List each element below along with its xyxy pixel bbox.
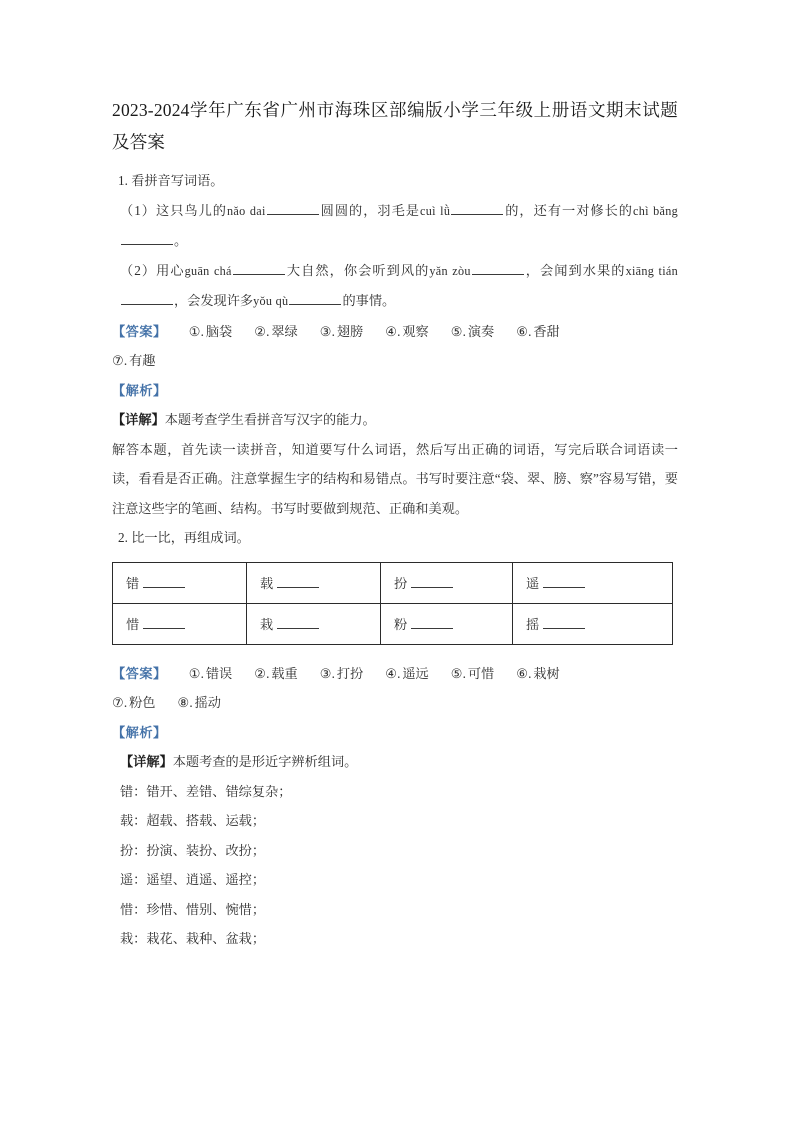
cell-blank[interactable] xyxy=(411,617,453,629)
pinyin-you-qu: yǒu qù xyxy=(253,294,289,308)
cell-blank[interactable] xyxy=(277,617,319,629)
sub-text-3: ，会闻到水果的 xyxy=(524,262,626,278)
detail-text: 本题考查的是形近字辨析组词。 xyxy=(172,754,358,769)
cell-char: 粉 xyxy=(394,617,408,632)
cell-blank[interactable] xyxy=(411,576,453,588)
cell-char: 惜 xyxy=(126,617,140,632)
table-cell[interactable] xyxy=(247,562,381,603)
answer-index: ⑧. xyxy=(177,695,193,710)
answer-blank[interactable] xyxy=(121,233,173,245)
cell-char: 扮 xyxy=(394,576,408,591)
page-title: 2023-2024学年广东省广州市海珠区部编版小学三年级上册语文期末试题及答案 xyxy=(112,100,678,152)
answer-index: ⑥. xyxy=(516,665,532,681)
pinyin-chi-bang: chì bǎng xyxy=(633,203,679,218)
sub-text-3: 的，还有一对修长的 xyxy=(504,202,633,218)
table-cell[interactable] xyxy=(513,603,673,644)
table-row xyxy=(113,603,673,644)
answer-text: 翠绿 xyxy=(271,323,298,339)
answer-text: 错误 xyxy=(205,665,233,681)
table-cell[interactable] xyxy=(513,562,673,603)
answer-item xyxy=(451,659,495,689)
question-1-stem-text: 看拼音写词语。 xyxy=(131,173,224,188)
answer-text: 演奏 xyxy=(467,323,495,339)
detail-text: 本题考查学生看拼音写汉字的能力。 xyxy=(164,412,376,427)
answer-item xyxy=(451,317,495,347)
cell-blank[interactable] xyxy=(143,617,185,629)
pinyin-nao-dai: nǎo dai xyxy=(226,203,266,218)
cell-char: 摇 xyxy=(526,617,540,632)
sub-text-5: 的事情。 xyxy=(342,293,396,308)
answer-item xyxy=(320,317,364,347)
question-1-answer-row-2 xyxy=(112,346,678,376)
answer-text: 翅膀 xyxy=(336,323,364,339)
pinyin-yan-zou: yǎn zòu xyxy=(429,263,471,278)
answer-item xyxy=(516,317,560,347)
pinyin-guan-cha: guān chá xyxy=(184,263,232,278)
answer-index: ⑦. xyxy=(112,695,128,710)
question-1-stem xyxy=(112,166,678,196)
pinyin-xiang-tian: xiāng tián xyxy=(625,263,679,278)
cell-blank[interactable] xyxy=(543,617,585,629)
answer-index: ⑥. xyxy=(516,323,532,339)
answer-item xyxy=(112,688,156,718)
answer-index: ③. xyxy=(319,665,335,681)
question-2-detail xyxy=(112,747,678,777)
answer-item xyxy=(385,659,429,689)
cell-char: 错 xyxy=(126,576,140,591)
answer-index: ⑤. xyxy=(450,323,466,339)
answer-label: 【答案】 xyxy=(112,323,167,339)
analysis-label: 【解析】 xyxy=(112,382,167,398)
compare-characters-table xyxy=(112,562,673,645)
table-cell[interactable] xyxy=(247,603,381,644)
answer-text: 载重 xyxy=(271,665,298,681)
answer-item xyxy=(254,317,298,347)
answer-item xyxy=(112,346,156,376)
question-1-sub-1 xyxy=(112,196,678,256)
question-1-analysis-label-row xyxy=(112,376,678,406)
answer-label: 【答案】 xyxy=(112,665,167,681)
cell-blank[interactable] xyxy=(277,576,319,588)
table-cell[interactable] xyxy=(113,562,247,603)
answer-item xyxy=(178,688,222,718)
question-2-answer-row-1 xyxy=(112,659,678,689)
question-2-answer-row-2 xyxy=(112,688,678,718)
sub-text-2: 大自然，你会听到风的 xyxy=(285,262,430,278)
word-list-item: 错：错开、差错、错综复杂； xyxy=(120,783,292,799)
question-1-sub-2 xyxy=(112,256,678,317)
answer-text: 摇动 xyxy=(194,695,221,710)
answer-index: ④. xyxy=(385,665,401,681)
analysis-label: 【解析】 xyxy=(112,724,167,740)
answer-index: ②. xyxy=(254,665,270,681)
sub-text-1: 这只鸟儿的 xyxy=(156,202,227,218)
answer-text: 有趣 xyxy=(129,353,156,368)
question-2-stem xyxy=(112,523,678,553)
answer-text: 遥远 xyxy=(402,665,429,681)
answer-text: 可惜 xyxy=(467,665,495,681)
sub-marker: （2） xyxy=(120,262,157,278)
answer-item xyxy=(189,659,233,689)
question-2-number: 2. xyxy=(118,530,128,545)
answer-index: ③. xyxy=(319,323,335,339)
answer-item xyxy=(254,659,298,689)
answer-index: ⑤. xyxy=(450,665,466,681)
cell-blank[interactable] xyxy=(143,576,185,588)
cell-char: 遥 xyxy=(526,576,540,591)
question-1-answer-row-1 xyxy=(112,317,678,347)
cell-char: 载 xyxy=(260,576,274,591)
question-1-detail xyxy=(112,405,678,435)
sub-marker: （1） xyxy=(120,202,156,218)
word-list-item: 遥：遥望、逍遥、遥控； xyxy=(120,872,266,887)
document-content xyxy=(112,94,678,954)
answer-text: 栽树 xyxy=(533,665,560,681)
answer-blank[interactable] xyxy=(289,293,341,305)
sub-text-4: 。 xyxy=(174,233,188,248)
answer-blank[interactable] xyxy=(233,262,285,274)
pinyin-cui-lu: cuì lǜ xyxy=(420,203,451,218)
cell-char: 栽 xyxy=(260,617,274,632)
answer-item xyxy=(516,659,560,689)
table-row xyxy=(113,562,673,603)
sub-text-2: 圆圆的，羽毛是 xyxy=(319,202,420,218)
answer-blank[interactable] xyxy=(267,202,319,214)
answer-text: 观察 xyxy=(402,323,429,339)
word-list-item: 栽：栽花、栽种、盆栽； xyxy=(120,931,266,946)
answer-index: ①. xyxy=(188,665,204,681)
answer-text: 粉色 xyxy=(129,695,156,710)
table-cell[interactable] xyxy=(113,603,247,644)
answer-item xyxy=(320,659,364,689)
answer-blank[interactable] xyxy=(472,262,524,274)
detail-label: 【详解】 xyxy=(120,754,173,769)
answer-text: 打扮 xyxy=(336,665,364,681)
table-cell[interactable] xyxy=(381,603,513,644)
detail-label: 【详解】 xyxy=(112,412,165,427)
question-1-number: 1. xyxy=(118,173,128,188)
answer-text: 脑袋 xyxy=(205,323,233,339)
question-1-explanation: 解答本题，首先读一读拼音，知道要写什么词语，然后写出正确的词语，写完后联合词语读一读，看看是否正确。注意掌握生字的结构和易错点。书写时要注意“袋、翠、膀、察”容易写错，要注意这些字的笔画、结构。书写时要做到规范、正确和美观。 xyxy=(112,441,678,516)
table-cell[interactable] xyxy=(381,562,513,603)
answer-item xyxy=(189,317,233,347)
answer-index: ①. xyxy=(188,323,204,339)
answer-index: ⑦. xyxy=(112,353,128,368)
answer-item xyxy=(385,317,429,347)
answer-blank[interactable] xyxy=(451,202,503,214)
sub-text-1: 用心 xyxy=(156,262,185,278)
answer-index: ②. xyxy=(254,323,270,339)
answer-text: 香甜 xyxy=(533,323,560,339)
question-2-analysis-label-row xyxy=(112,718,678,748)
question-2-stem-text: 比一比，再组成词。 xyxy=(131,530,250,545)
answer-index: ④. xyxy=(385,323,401,339)
word-list-item: 惜：珍惜、惜别、惋惜； xyxy=(120,901,266,917)
word-list-item: 扮：扮演、装扮、改扮； xyxy=(120,842,266,858)
word-list-item: 载：超载、搭载、运载； xyxy=(120,813,266,828)
cell-blank[interactable] xyxy=(543,576,585,588)
sub-text-4: ，会发现许多 xyxy=(174,293,254,308)
answer-blank[interactable] xyxy=(121,293,173,305)
